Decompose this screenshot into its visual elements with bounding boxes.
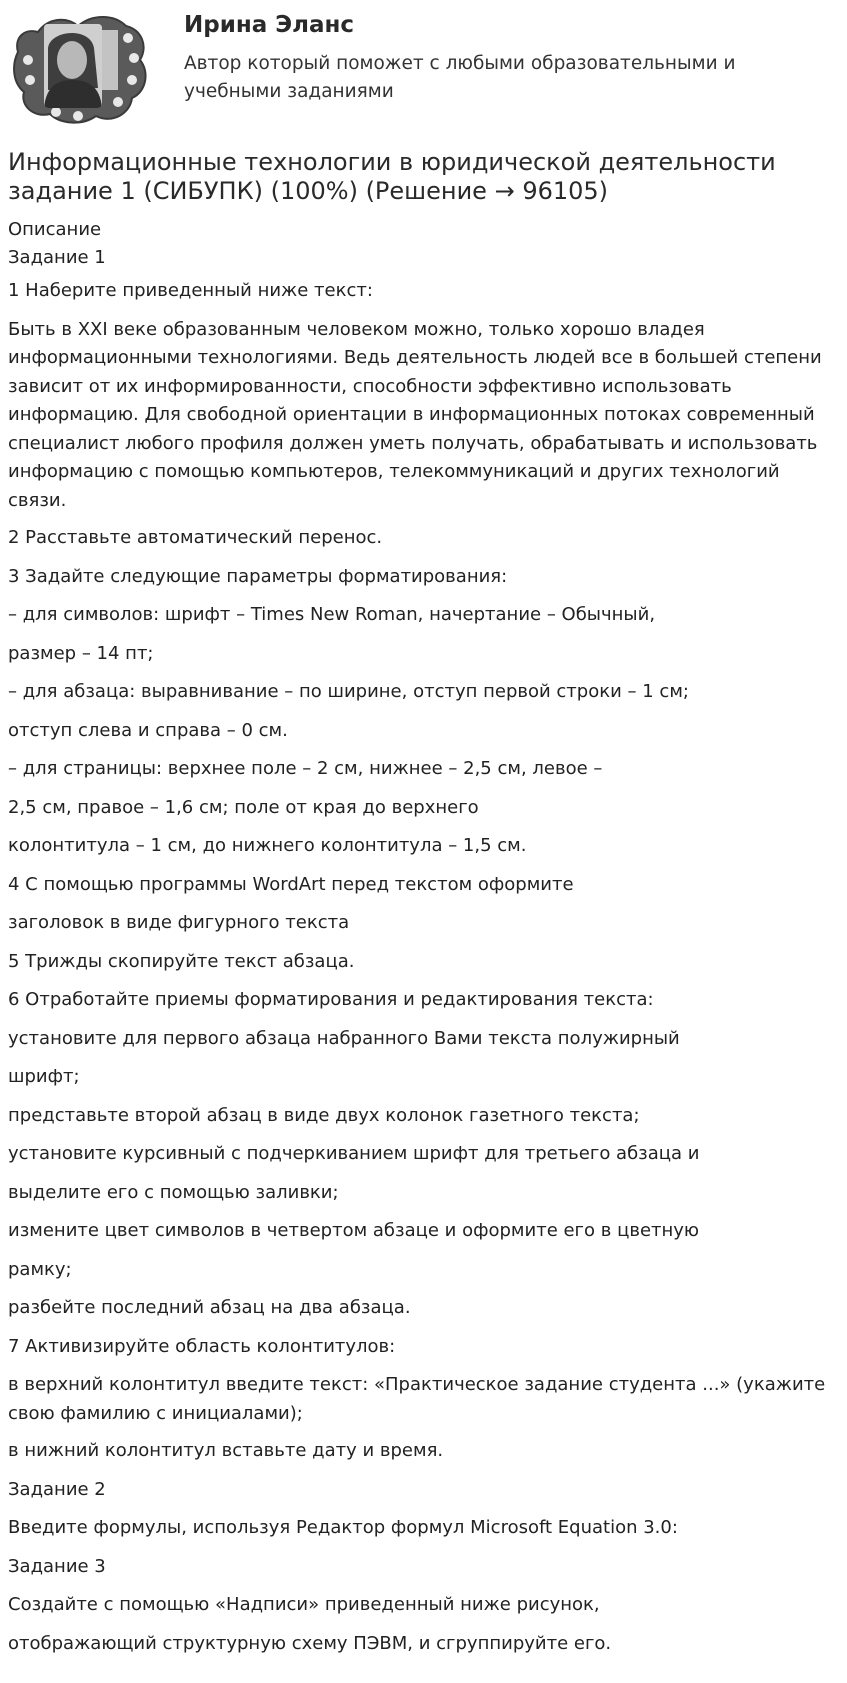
text-line: заголовок в виде фигурного текста: [8, 912, 350, 933]
text-line: 3 Задайте следующие параметры форматирования:: [8, 565, 508, 587]
text-line: 7 Активизируйте область колонтитулов:: [8, 1335, 396, 1357]
text-line: отображающий структурную схему ПЭВМ, и сгруппируйте его.: [8, 1632, 612, 1654]
text-line: размер – 14 пт;: [8, 642, 154, 664]
text-line: 6 Отработайте приемы форматирования и редактирования текста:: [8, 989, 654, 1010]
text-line: измените цвет символов в четвертом абзаце и оформите его в цветную: [8, 1220, 700, 1241]
text-line: 5 Трижды скопируйте текст абзаца.: [8, 950, 355, 972]
text-line: отступ слева и справа – 0 см.: [8, 719, 288, 741]
document-title: Информационные технологии в юридической деятельности задание 1 (СИБУПК) (100%) (Решение → 96105): [8, 148, 776, 205]
text-line: в нижний колонтитул вставьте дату и время.: [8, 1440, 444, 1461]
author-card: [0, 0, 847, 140]
text-line: 1 Наберите приведенный ниже текст:: [8, 280, 373, 301]
text-line: установите курсивный с подчеркиванием шрифт для третьего абзаца и: [8, 1143, 700, 1164]
author-avatar[interactable]: [8, 8, 150, 126]
text-line: Задание 1: [8, 247, 106, 268]
text-line: представьте второй абзац в виде двух колонок газетного текста;: [8, 1104, 640, 1126]
text-line: – для абзаца: выравнивание – по ширине, отступ первой строки – 1 см;: [8, 681, 689, 702]
text-line: рамку;: [8, 1258, 72, 1280]
text-paragraph: в верхний колонтитул введите текст: «Практическое задание студента ...» (укажите свою фамилию с инициалами);: [8, 1374, 826, 1424]
text-line: Введите формулы, используя Редактор формул Microsoft Equation 3.0:: [8, 1517, 678, 1538]
text-line: 4 С помощью программы WordArt перед текстом оформите: [8, 873, 574, 895]
text-line: выделите его с помощью заливки;: [8, 1181, 339, 1203]
text-line: 2 Расставьте автоматический перенос.: [8, 527, 383, 548]
text-line: Задание 2: [8, 1478, 106, 1500]
text-line: – для символов: шрифт – Times New Roman, начертание – Обычный,: [8, 604, 656, 625]
text-line: разбейте последний абзац на два абзаца.: [8, 1297, 411, 1318]
text-line: шрифт;: [8, 1066, 80, 1087]
text-line: Описание: [8, 219, 102, 240]
text-line: – для страницы: верхнее поле – 2 см, нижнее – 2,5 см, левое –: [8, 758, 603, 779]
document-body: [8, 216, 828, 1663]
text-line: колонтитула – 1 см, до нижнего колонтитула – 1,5 см.: [8, 835, 527, 856]
author-name[interactable]: Ирина Эланс: [184, 12, 355, 38]
text-line: установите для первого абзаца набранного Вами текста полужирный: [8, 1027, 680, 1049]
author-description: Автор который поможет с любыми образовательными и учебными заданиями: [184, 53, 736, 102]
text-line: 2,5 см, правое – 1,6 см; поле от края до верхнего: [8, 796, 479, 818]
text-paragraph: Быть в XXI веке образованным человеком можно, только хорошо владея информационными технологиями. Ведь деятельность людей все в большей степени зависит от их информированности, способности эффективно использовать информацию. Для свободной ориентации в информационных потоках современный специалист любого профиля должен уметь получать, обрабатывать и использовать информацию с помощью компьютеров, телекоммуникаций и других технологий связи.: [8, 318, 822, 511]
text-line: Создайте с помощью «Надписи» приведенный ниже рисунок,: [8, 1594, 600, 1615]
text-line: Задание 3: [8, 1555, 106, 1577]
